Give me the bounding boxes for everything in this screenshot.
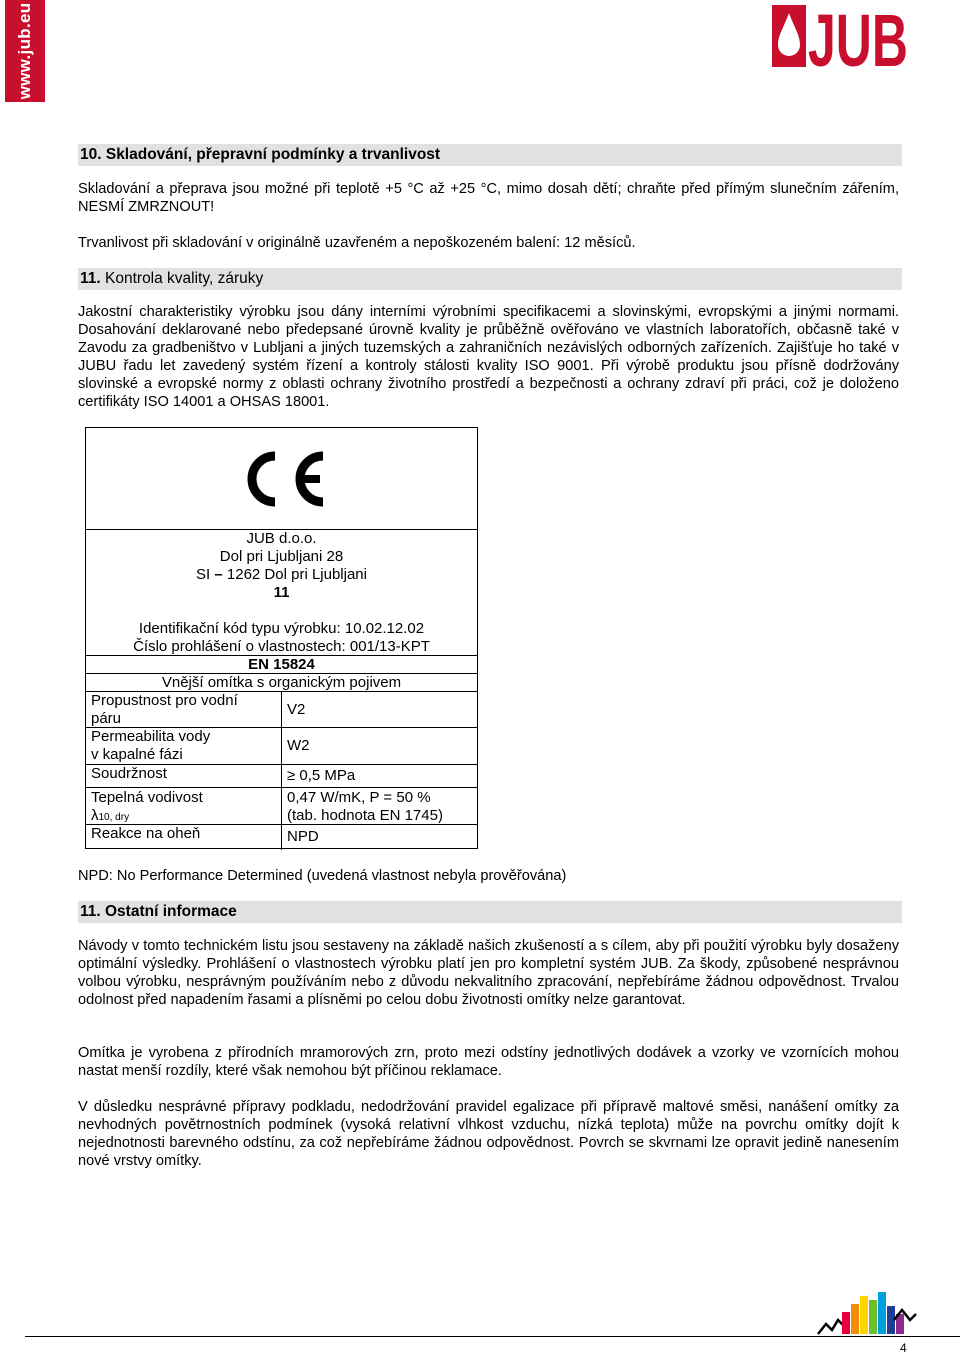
ce-row-label: Reakce na oheň <box>91 825 201 842</box>
color-houses-icon <box>818 1290 918 1338</box>
shelf-life-paragraph: Trvanlivost při skladování v originálně uzavřeném a nepoškozeném balení: 12 měsíců. <box>78 235 636 251</box>
ce-mark-icon <box>236 446 328 512</box>
ce-address-city: 1262 Dol pri Ljubljani <box>226 566 367 583</box>
ce-company: JUB d.o.o. <box>246 530 317 547</box>
ce-row-value: 0,47 W/mK, P = 50 % (tab. hodnota EN 1745) <box>287 789 443 824</box>
ce-row-divider <box>86 787 477 788</box>
marble-paragraph: Omítka je vyrobena z přírodních mramorových zrn, proto mezi odstíny jednotlivých dodávek a vzorky ve vzornících mohou nastat menší rozdíly, které však nemohou být příčinou reklamace. <box>78 1045 899 1079</box>
ce-row-label: Permeabilita vody v kapalné fázi <box>91 728 211 763</box>
ce-mark-area <box>86 428 477 530</box>
ce-row-value: ≥ 0,5 MPa <box>287 767 356 784</box>
page-number: 4 <box>900 1341 907 1355</box>
jub-logo <box>772 0 908 82</box>
ce-address-country: SI <box>196 566 211 583</box>
ce-product-code: Identifikační kód typu výrobku: 10.02.12.02 <box>138 620 425 637</box>
section-11-heading <box>78 268 902 290</box>
ce-row-value: V2 <box>287 701 306 718</box>
ce-address-dash: – <box>214 566 223 583</box>
ce-row-value: W2 <box>287 737 310 754</box>
ce-label-box <box>85 427 478 849</box>
ce-row-value: NPD <box>287 828 319 845</box>
ce-year: 11 <box>273 584 290 601</box>
npd-note: NPD: No Performance Determined (uvedená vlastnost nebyla prověřována) <box>78 868 567 884</box>
ce-table-column-divider <box>281 691 282 850</box>
substrate-paragraph: V důsledku nesprávné přípravy podkladu, nedodržování pravidel egalizace při přípravě maltové směsi, nanášení omítky za nevhodných povětrnostních podmínek (vysoká relativní vlhkost vzduchu, nízká teplota) může na povrchu omítky dojít k nejednotnosti barevného odstínu, za což nepřebíráme žádnou odpovědnost. Povrch se skvrnami lze opravit jedině nanesením nové vrstvy omítky. <box>78 1099 899 1169</box>
website-side-tab <box>5 0 45 102</box>
other-info-heading: 11. Ostatní informace <box>78 901 902 923</box>
ce-address-line1: Dol pri Ljubljani 28 <box>219 548 344 565</box>
quality-paragraph: Jakostní charakteristiky výrobku jsou dány interními výrobními specifikacemi a slovinskými, evropskými a jinými normami. Dosahování deklarované nebo předepsané úrovně kvality je průběžně ověřováno ve vlastních laboratořích, občasně také v Zavodu za gradbeništvo v Lubljani a jiných tuzemských a zahraničních nezávislých odborných zařízeních. Zajišťuje ho také v JUBU řadu let zavedený systém řízení a kontroly stálosti kvality ISO 9001. Při výrobě produktu jsou přísně dodržovány slovinské a evropské normy z oblasti ochrany životního prostředí a bezpečnosti a ochrany zdraví při práci, což je doloženo certifikáty ISO 14001 a OHSAS 18001. <box>78 304 899 410</box>
storage-paragraph: Skladování a přeprava jsou možné při teplotě +5 °C až +25 °C, mimo dosah dětí; chraňte před přímým slunečním zářením, NESMÍ ZMRZNOUT! <box>78 181 899 215</box>
logo-text: JUB <box>808 0 908 82</box>
ce-standard: EN 15824 <box>248 656 315 673</box>
section-11-title: Kontrola kvality, záruky <box>105 270 264 287</box>
ce-row-label: Tepelná vodivost λ10, dry <box>91 789 203 824</box>
ce-product-description: Vnější omítka s organickým pojivem <box>161 674 402 691</box>
ce-declaration-number: Číslo prohlášení o vlastnostech: 001/13-KPT <box>133 638 430 655</box>
ce-address-line2 <box>86 566 477 584</box>
footer-rule <box>25 1336 960 1337</box>
instructions-paragraph: Návody v tomto technickém listu jsou sestaveny na základě našich zkušeností a s cílem, aby při použití výrobku byly dosaženy optimální výsledky. Prohlášení o vlastnostech výrobku platí jen pro kompletní systém JUB. Za škody, způsobené nesprávnou volbou výrobku, nesprávným používáním nebo z důvodu nekvalitního zpracování, nepřebíráme žádnou odpovědnost. Trvalou odolnost před napadením řasami a plísněmi po celou dobu životnosti omítky nelze garantovat. <box>78 938 899 1008</box>
section-10-heading: 10. Skladování, přepravní podmínky a trvanlivost <box>78 144 902 166</box>
website-url-text: www.jub.eu <box>15 2 34 100</box>
section-11-number: 11. <box>80 270 101 287</box>
ce-row-label: Propustnost pro vodní páru <box>91 692 238 727</box>
ce-row-label: Soudržnost <box>91 765 167 782</box>
